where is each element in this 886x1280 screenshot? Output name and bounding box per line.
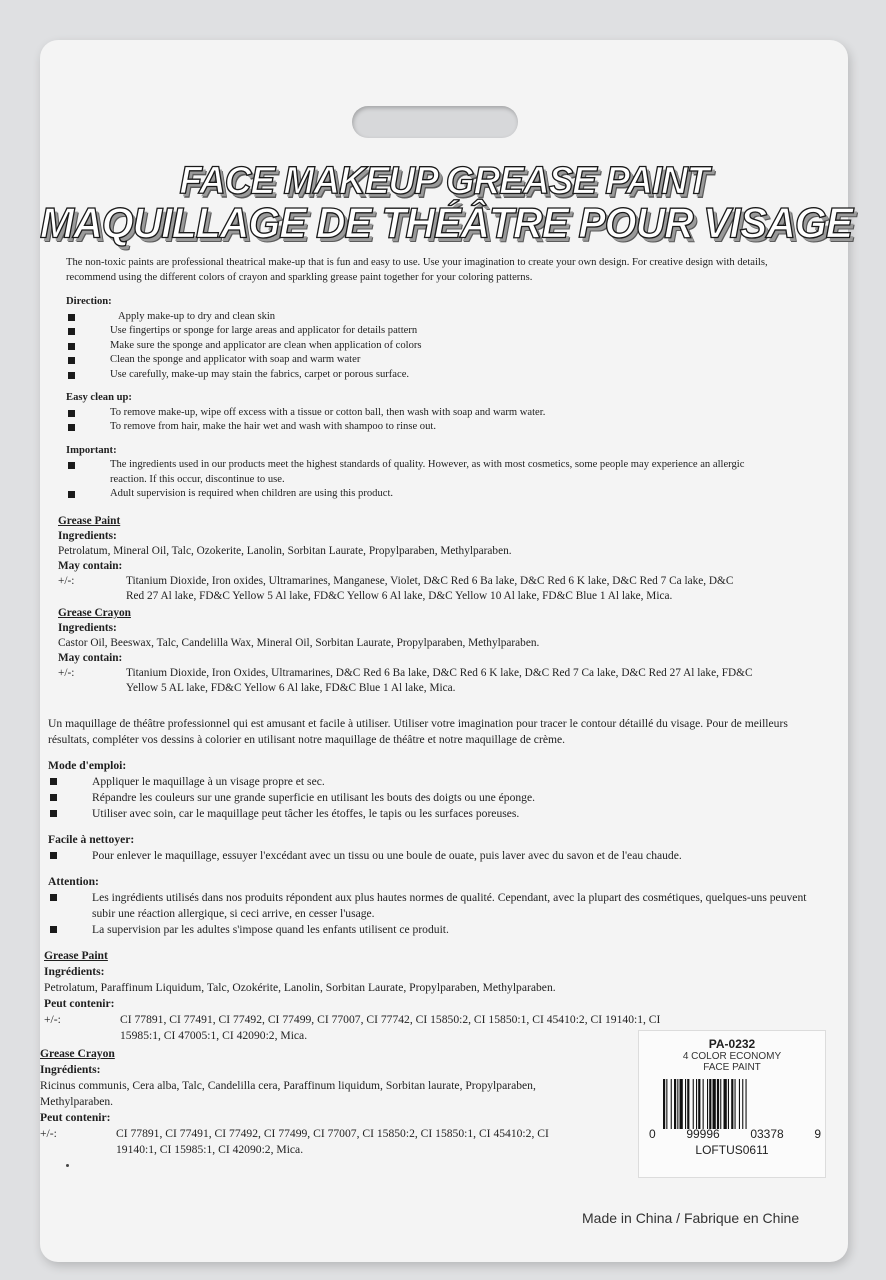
important-list [66,458,806,502]
list-item: To remove make-up, wipe off excess with a tissue or cotton ball, then wash with soap and warm water. [66,406,806,421]
facile-heading: Facile à nettoyer: [48,833,135,846]
list-item: Pour enlever le maquillage, essuyer l'excédant avec un tissu ou une boule de ouate, puis laver avec du savon et de l'eau chaude. [48,848,828,864]
list-item: Use fingertips or sponge for large areas and applicator for details pattern [66,324,806,339]
may-contain-row [44,1012,664,1044]
ingredients-text: Petrolatum, Mineral Oil, Talc, Ozokerite, Lanolin, Sorbitan Laurate, Propylparaben, Methylparaben. [58,545,512,557]
packaging-card [40,40,853,1262]
grease-paint-heading: Grease Paint [58,515,121,527]
product-description-line1: 4 COLOR ECONOMY [682,1051,782,1062]
barcode-bar [703,1079,704,1129]
hang-hole [352,106,518,138]
barcode-bar [696,1079,697,1129]
cleanup-heading: Easy clean up: [66,392,132,403]
barcode-bar [731,1079,733,1129]
title-french: MAQUILLAGE DE THÉÂTRE POUR VISAGE [40,198,853,248]
title-english: FACE MAKEUP GREASE PAINT [179,158,709,202]
ingredients-label: Ingredients: [58,622,117,634]
barcode-bar [742,1079,743,1129]
grease-crayon-heading: Grease Crayon [58,607,131,619]
direction-heading: Direction: [66,296,112,307]
important-heading: Important: [66,444,117,456]
barcode-bar [724,1079,727,1129]
barcode-digit-left: 0 [649,1127,656,1141]
barcode-bar [677,1079,678,1129]
english-ingredients [58,514,798,696]
made-in-text: Made in China / Fabrique en Chine [582,1210,800,1226]
product-description-line2: FACE PAINT [703,1062,761,1073]
barcode-bar [698,1079,700,1129]
barcode-bar [728,1079,729,1129]
attention-heading: Attention: [48,875,99,888]
barcode-bar [663,1079,665,1129]
may-contain-label: Peut contenir: [44,997,115,1010]
list-item: Clean the sponge and applicator with soap and warm water [66,353,806,368]
product-label [638,1030,826,1178]
may-contain-row [40,1126,660,1158]
barcode-bar [713,1079,716,1129]
grease-crayon-heading: Grease Crayon [40,1047,115,1060]
barcode-bar [746,1079,747,1129]
plus-minus-label: +/-: [58,667,75,679]
ingredients-text: Ricinus communis, Cera alba, Talc, Candelilla cera, Paraffinum liquidum, Sorbitan laurate, Propylparaben, Methylparaben. [40,1079,536,1108]
plus-minus-label: +/-: [40,1127,57,1140]
barcode-digits-b: 03378 [750,1127,784,1141]
list-item: Make sure the sponge and applicator are clean when application of colors [66,339,806,354]
barcode-bar [720,1079,721,1129]
list-item: The ingredients used in our products meet the highest standards of quality. However, as with most cosmetics, some people may experience an allergic reaction. If this occur, discontinue to use. [66,458,806,487]
list-item: La supervision par les adultes s'impose quand les enfants utilisent ce produit. [48,922,828,938]
may-contain-row [58,574,798,604]
may-contain-text: Titanium Dioxide, Iron Oxides, Ultramarines, D&C Red 6 Ba lake, D&C Red 6 K lake, D&C Red 7 Ca lake, D&C Red 27 Al lake, FD&C Yellow 5 AL lake, FD&C Yellow 6 Al lake, FD&C Blue 1 Al lake, Mica. [126,667,753,694]
barcode-bar [671,1079,672,1129]
french-paint-ingredients [44,948,664,1044]
barcode-bar [666,1079,667,1129]
ingredients-text: Castor Oil, Beeswax, Talc, Candelilla Wax, Mineral Oil, Sorbitan Laurate, Propylparaben, Methylparaben. [58,637,540,649]
mode-list [48,774,828,822]
barcode-digits-a: 99996 [686,1127,720,1141]
french-instructions [48,716,828,938]
intro-french: Un maquillage de théâtre professionnel qui est amusant et facile à utiliser. Utiliser votre imagination pour tracer le contour détaillé du visage. Pour de meilleurs résultats, compléter vos dessins à colorier en utilisant notre maquillage de théâtre et notre maquillage de crème. [48,717,788,746]
barcode [661,1079,811,1129]
mode-heading: Mode d'emploi: [48,759,127,772]
list-item: Les ingrédients utilisés dans nos produits répondent aux plus hautes normes de qualité. Cependant, avec la plupart des cosmétiques, quelques-uns peuvent subir une réaction allergique, si ceci arrive, en cesser l'usage. [48,890,828,922]
barcode-bar [674,1079,676,1129]
barcode-digit-right: 9 [814,1127,821,1141]
barcode-bar [709,1079,711,1129]
english-instructions [66,256,806,502]
barcode-digits [649,1127,821,1141]
barcode-bar [685,1079,686,1129]
grease-paint-heading: Grease Paint [44,949,108,962]
list-item: Utiliser avec soin, car le maquillage peut tâcher les étoffes, le tapis ou les surfaces poreuses. [48,806,828,822]
may-contain-text: CI 77891, CI 77491, CI 77492, CI 77499, CI 77007, CI 15850:2, CI 15850:1, CI 45410:2, CI 19140:1, CI 15985:1, CI 42090:2, Mica. [116,1127,549,1156]
barcode-bar [739,1079,740,1129]
ingredients-label: Ingrédients: [40,1063,101,1076]
cleanup-list [66,406,806,435]
list-item: Use carefully, make-up may stain the fabrics, carpet or porous surface. [66,368,806,383]
list-item: To remove from hair, make the hair wet and wash with shampoo to rinse out. [66,420,806,435]
direction-list [66,310,806,383]
list-item: Répandre les couleurs sur une grande superficie en utilisant les bouts des doigts ou une éponge. [48,790,828,806]
may-contain-row [58,666,798,696]
intro-english: The non-toxic paints are professional theatrical make-up that is fun and easy to use. Use your imagination to create your own design. For creative design with details, recommend using the different colors of crayon and sparkling grease paint together for your coloring patterns. [66,257,768,283]
barcode-bar [717,1079,719,1129]
french-crayon-ingredients [40,1046,660,1158]
barcode-bar [687,1079,689,1129]
list-item: Adult supervision is required when children are using this product. [66,487,806,502]
ingredients-text: Petrolatum, Paraffinum Liquidum, Talc, Ozokérite, Lanolin, Sorbitan Laurate, Propylparaben, Methylparaben. [44,981,556,994]
may-contain-label: May contain: [58,560,123,572]
may-contain-text: Titanium Dioxide, Iron oxides, Ultramarines, Manganese, Violet, D&C Red 6 Ba lake, D&C Red 6 K lake, D&C Red 7 Ca lake, D&C Red 27 Al lake, FD&C Yellow 5 Al lake, FD&C Yellow 6 Al lake, D&C Yellow 10 Al lake, FD&C Blue 1 Al lake, Mica. [126,575,734,602]
product-code: PA-0232 [708,1037,756,1051]
plus-minus-label: +/-: [44,1013,61,1026]
barcode-bar [735,1079,736,1129]
barcode-bar [707,1079,708,1129]
speck [66,1164,69,1167]
list-item: Apply make-up to dry and clean skin [66,310,806,325]
list-item: Appliquer le maquillage à un visage propre et sec. [48,774,828,790]
plus-minus-label: +/-: [58,575,75,587]
label-footer: LOFTUS0611 [695,1143,769,1157]
barcode-bar [680,1079,683,1129]
attention-list [48,890,828,938]
may-contain-label: Peut contenir: [40,1111,111,1124]
ingredients-label: Ingrédients: [44,965,105,978]
may-contain-text: CI 77891, CI 77491, CI 77492, CI 77499, CI 77007, CI 77742, CI 15850:2, CI 15850:1, CI 45410:2, CI 19140:1, CI 15985:1, CI 47005:1, CI 42090:2, Mica. [120,1013,661,1042]
barcode-bar [693,1079,694,1129]
ingredients-label: Ingredients: [58,530,117,542]
facile-list [48,848,828,864]
may-contain-label: May contain: [58,652,123,664]
